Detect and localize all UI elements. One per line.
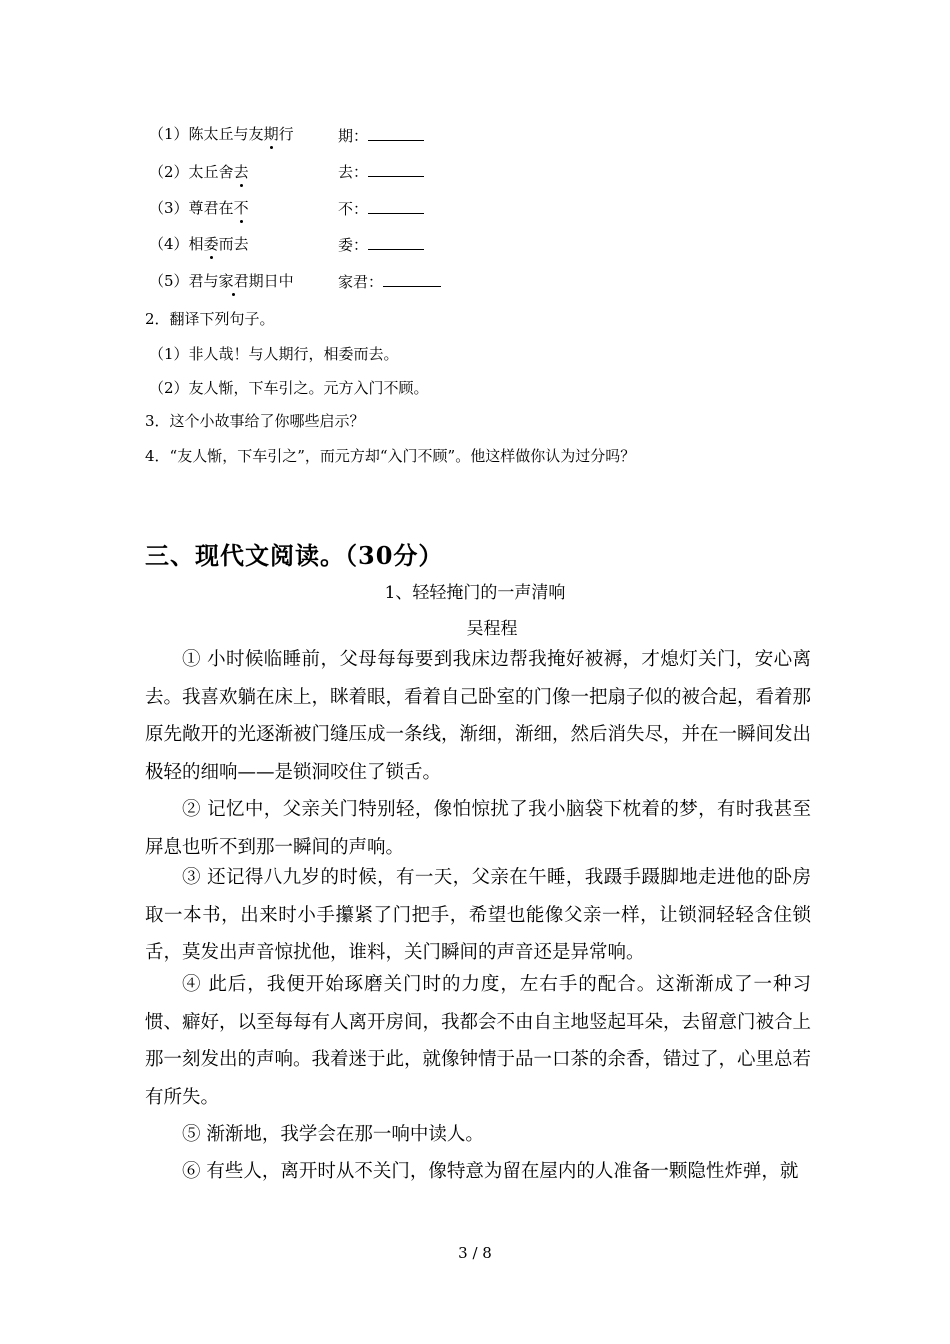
answer-blank[interactable] [383,273,441,287]
paragraph-4: ④ 此后，我便开始琢磨关门时的力度，左右手的配合。这渐渐成了一种习惯、癖好，以至每每有人离开房间，我都会不由自主地竖起耳朵，去留意门被合上那一刻发出的声响。我着迷于此，就像钟情于品一口茶的余香，错过了，心里总若有所失。 [145,974,812,1108]
author: 吴程程 [466,619,518,639]
vocab-item-1: （1）陈太丘与友期行 [149,125,294,143]
vocab-answer-4: 委： [338,234,424,255]
question-3: 3．这个小故事给了你哪些启示？ [145,412,365,430]
vocab-answer-1: 期： [338,125,424,146]
question-2-sentence-1: （1）非人哉！与人期行，相委而去。 [149,345,399,363]
vocab-answer-3: 不： [338,198,424,219]
answer-blank[interactable] [368,163,424,177]
paragraph-1: ① 小时候临睡前，父母每每要到我床边帮我掩好被褥，才熄灯关门，安心离去。我喜欢躺在床上，眯着眼，看着自己卧室的门像一把扇子似的被合起，看着那原先敞开的光逐渐被门缝压成一条线，渐细，渐细，然后消失尽，并在一瞬间发出极轻的细响——是锁洞咬住了锁舌。 [145,649,812,783]
question-2-sentence-2: （2）友人惭，下车引之。元方入门不顾。 [149,379,429,397]
vocab-answer-2: 去： [338,161,424,182]
vocab-item-3: （3）尊君在不 [149,199,249,217]
answer-blank[interactable] [368,127,424,141]
question-4: 4．“友人惭，下车引之”，而元方却“入门不顾”。他这样做你认为过分吗？ [145,447,636,465]
answer-blank[interactable] [368,200,424,214]
paragraph-2: ② 记忆中，父亲关门特别轻，像怕惊扰了我小脑袋下枕着的梦，有时我甚至屏息也听不到那一瞬间的声响。 [145,799,811,858]
section-title: 三、现代文阅读。（30分） [145,541,444,570]
vocab-item-5: （5）君与家君期日中 [149,272,294,290]
paragraph-5: ⑤ 渐渐地，我学会在那一响中读人。 [182,1124,484,1145]
vocab-answer-5: 家君： [338,271,441,292]
paragraph-6: ⑥ 有些人，离开时从不关门，像特意为留在屋内的人准备一颗隐性炸弹，就 [182,1161,799,1182]
vocab-item-4: （4）相委而去 [149,235,249,253]
question-2: 2．翻译下列句子。 [145,310,275,328]
article-title: 1、轻轻掩门的一声清响 [384,583,566,603]
paragraph-3: ③ 还记得八九岁的时候，有一天，父亲在午睡，我蹑手蹑脚地走进他的卧房取一本书，出来时小手攥紧了门把手，希望也能像父亲一样，让锁洞轻轻含住锁舌，莫发出声音惊扰他，谁料，关门瞬间的声音还是异常响。 [145,867,811,963]
answer-blank[interactable] [368,236,424,250]
page-number: 3 / 8 [458,1244,492,1262]
vocab-item-2: （2）太丘舍去 [149,163,249,181]
